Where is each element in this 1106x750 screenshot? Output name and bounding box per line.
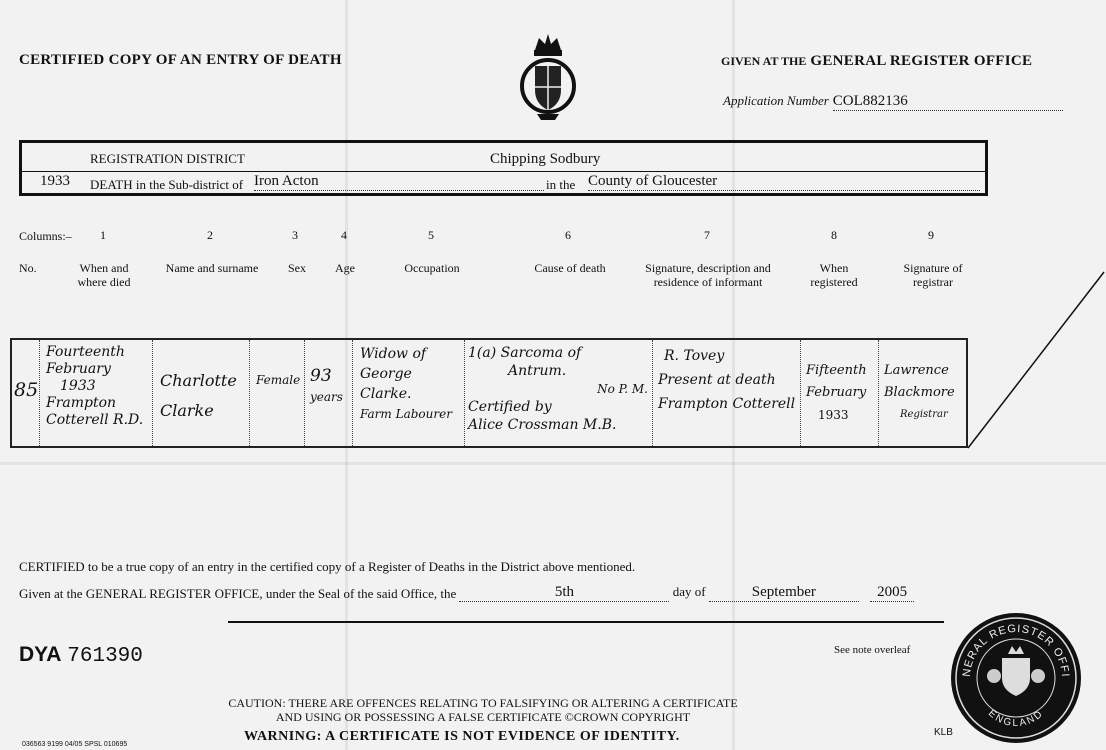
informant-header: Signature, description and residence of informant: [645, 261, 771, 289]
sex-header: Sex: [288, 261, 306, 275]
registration-district-label: REGISTRATION DISTRICT: [90, 151, 245, 166]
when-registered-value: [806, 360, 867, 426]
registrar-value: [884, 360, 955, 426]
serial-prefix: DYA: [19, 643, 62, 666]
divider: [228, 621, 944, 623]
informant-value: [658, 344, 795, 416]
page-title: CERTIFIED COPY OF AN ENTRY OF DEATH: [19, 52, 342, 68]
cause-of-death-header: Cause of death: [534, 261, 606, 275]
given-at-text: Given at the GENERAL REGISTER OFFICE, under the Seal of the said Office, the: [19, 586, 457, 601]
column-number: 1: [100, 228, 106, 242]
given-year: 2005: [870, 584, 914, 602]
registrar-surname: Blackmore: [884, 385, 955, 400]
registered-month: February: [806, 385, 867, 400]
death-month: February: [46, 361, 111, 377]
caution-line: AND USING OR POSSESSING A FALSE CERTIFICATE ©CROWN COPYRIGHT: [275, 710, 691, 724]
column-number: 7: [704, 228, 710, 242]
cause-line: No P. M.: [597, 382, 648, 396]
occupation-line: Widow of: [360, 346, 427, 362]
age-number: 93: [310, 366, 332, 386]
occupation-line: George: [360, 366, 412, 382]
given-at-heading: [721, 52, 1032, 70]
column-number: 3: [292, 228, 298, 242]
column-number: 9: [928, 228, 934, 242]
identity-warning: WARNING: A CERTIFICATE IS NOT EVIDENCE OF IDENTITY.: [244, 729, 680, 744]
district-name: Chipping Sodbury: [490, 151, 601, 167]
seal-bottom-text: ENGLAND: [986, 707, 1046, 730]
given-day: 5th: [459, 584, 669, 602]
cause-line: Alice Crossman M.B.: [468, 417, 617, 433]
day-of-label: day of: [672, 584, 706, 599]
surname: Clarke: [160, 401, 214, 420]
fold-line: [0, 462, 1106, 465]
death-place-district: Cotterell R.D.: [46, 412, 144, 428]
column-number: 6: [565, 228, 571, 242]
sex-value: Female: [256, 373, 301, 387]
age-header: Age: [335, 261, 355, 275]
death-place: Frampton: [46, 395, 117, 411]
application-number-row: [723, 92, 1065, 111]
cause-line: Antrum.: [508, 363, 567, 379]
no-column-header: No.: [19, 261, 37, 275]
registrar-title: Registrar: [900, 409, 948, 420]
registered-day: Fifteenth: [806, 363, 867, 378]
subdistrict: Iron Acton: [254, 173, 544, 191]
royal-crest-icon: [515, 32, 581, 122]
cause-line: Certified by: [468, 399, 552, 415]
caution-notice: [218, 696, 748, 724]
informant-description: Present at death: [658, 372, 776, 388]
when-where-died-header: When and where died: [77, 261, 131, 289]
application-label: Application Number: [723, 93, 829, 108]
print-code: 036563 9199 04/05 SPSL 010695: [22, 741, 128, 748]
cause-of-death-value: [468, 344, 648, 434]
age-value: [310, 368, 343, 406]
when-registered-header: When registered: [810, 261, 858, 289]
klb-mark: KLB: [934, 727, 953, 738]
seal-top-text: GENERAL REGISTER OFFICE: [945, 603, 1072, 678]
given-month: September: [709, 584, 859, 602]
column-number: 8: [831, 228, 837, 242]
registrar-signature-header: Signature of registrar: [903, 261, 963, 289]
certified-statement: CERTIFIED to be a true copy of an entry in the certified copy of a Register of Deaths in the District above mentioned.: [19, 559, 636, 574]
name-surname-header: Name and surname: [165, 261, 259, 275]
given-office: GENERAL REGISTER OFFICE: [810, 53, 1033, 69]
registered-year: 1933: [818, 408, 849, 422]
column-number: 5: [428, 228, 434, 242]
deceased-name: [160, 366, 237, 426]
death-label: DEATH in the Sub-district of: [90, 177, 244, 192]
registration-district-box: [19, 140, 988, 196]
informant-name: R. Tovey: [664, 348, 725, 364]
age-unit: years: [310, 390, 343, 404]
in-the-label: in the: [546, 177, 576, 192]
death-year: 1933: [60, 378, 96, 394]
informant-residence: Frampton Cotterell: [658, 396, 796, 412]
diagonal-cancel-line: [968, 270, 1106, 450]
death-entry-row: [10, 338, 968, 448]
first-name: Charlotte: [160, 371, 237, 390]
general-register-office-seal: [945, 603, 1082, 744]
county: County of Gloucester: [588, 173, 980, 191]
year: 1933: [40, 173, 70, 189]
registrar-first-name: Lawrence: [884, 363, 949, 378]
caution-line: CAUTION: THERE ARE OFFENCES RELATING TO FALSIFYING OR ALTERING A CERTIFICATE: [228, 696, 738, 710]
application-number: COL882136: [833, 93, 1063, 111]
given-prefix: GIVEN AT THE: [721, 54, 807, 68]
occupation-header: Occupation: [404, 261, 460, 275]
column-number: 4: [341, 228, 347, 242]
given-at-statement: [19, 584, 939, 602]
serial-digits: 761390: [67, 645, 143, 668]
see-note-overleaf: See note overleaf: [834, 644, 911, 656]
serial-number: [19, 643, 143, 668]
death-day: Fourteenth: [46, 344, 125, 360]
column-number: 2: [207, 228, 213, 242]
occupation-value: [360, 344, 452, 424]
occupation-line: Clarke.: [360, 386, 412, 402]
columns-label: Columns:–: [19, 229, 72, 243]
occupation-line: Farm Labourer: [360, 407, 452, 421]
when-where-died: [46, 344, 143, 429]
cause-line: 1(a) Sarcoma of: [468, 345, 582, 361]
entry-number: 85: [14, 379, 39, 401]
